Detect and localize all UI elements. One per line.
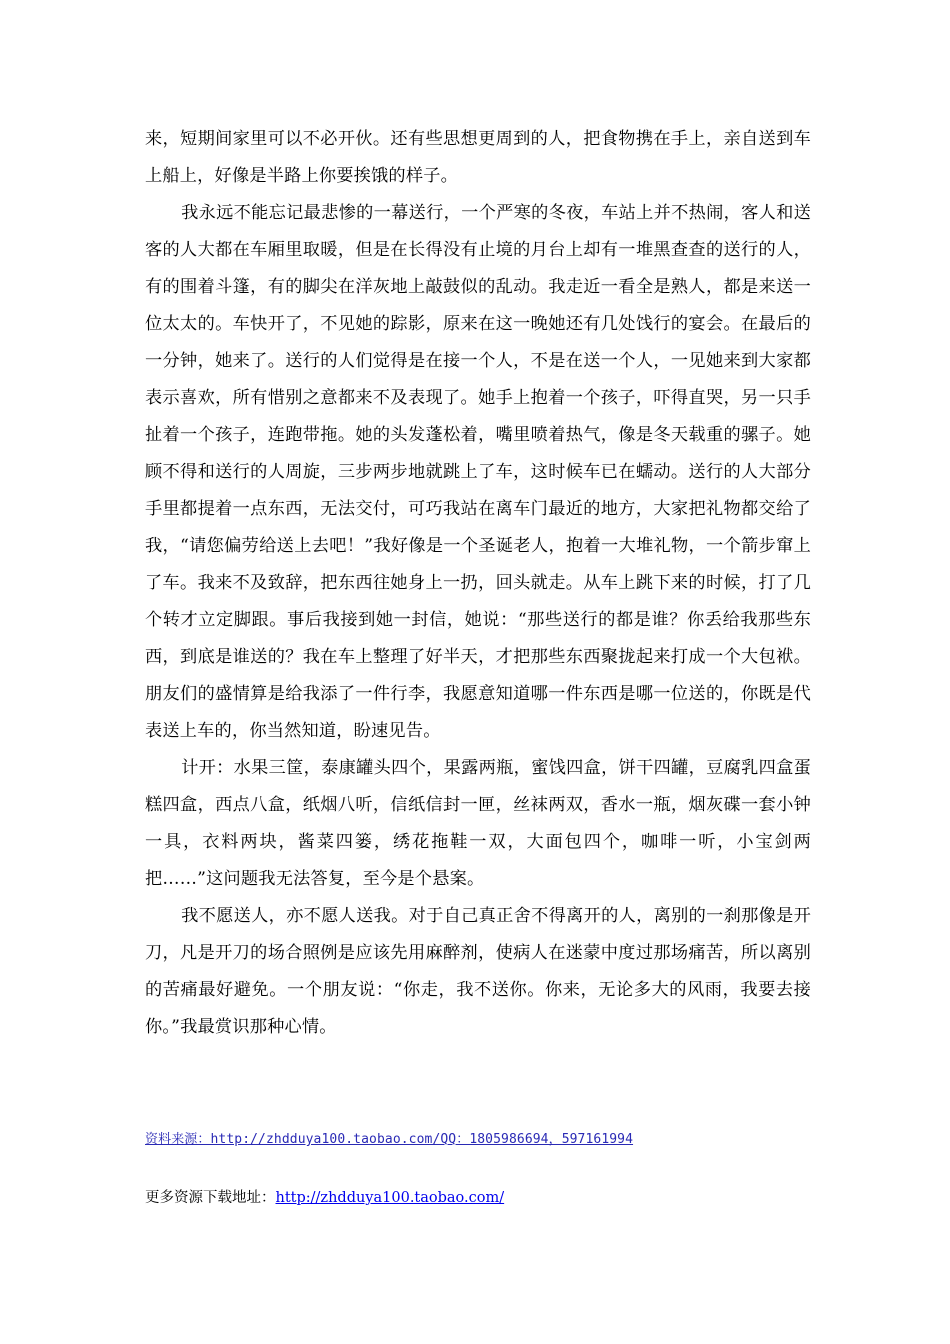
download-link[interactable]: http://zhdduya100.taobao.com/ — [275, 1190, 505, 1206]
download-line — [145, 1186, 504, 1207]
paragraph-4: 我不愿送人，亦不愿人送我。对于自己真正舍不得离开的人，离别的一刹那像是开刀，凡是开刀的场合照例是应该先用麻醉剂，使病人在迷蒙中度过那场痛苦，所以离别的苦痛最好避免。一个朋友说：“你走，我不送你。你来，无论多大的风雨，我要去接你。”我最赏识那种心情。 — [145, 906, 811, 1037]
paragraph-1: 来，短期间家里可以不必开伙。还有些思想更周到的人，把食物携在手上，亲自送到车上船上，好像是半路上你要挨饿的样子。 — [145, 129, 811, 186]
source-line — [145, 1128, 633, 1147]
document-body — [145, 121, 811, 1046]
download-label: 更多资源下载地址： — [145, 1190, 276, 1206]
paragraph-3: 计开：水果三筐，泰康罐头四个，果露两瓶，蜜饯四盒，饼干四罐，豆腐乳四盒蛋糕四盒，西点八盒，纸烟八听，信纸信封一匣，丝袜两双，香水一瓶，烟灰碟一套小钟一具，衣料两块，酱菜四篓，绣花拖鞋一双，大面包四个，咖啡一听，小宝剑两把……”这问题我无法答复，至今是个悬案。 — [145, 758, 811, 889]
paragraph-2: 我永远不能忘记最悲惨的一幕送行，一个严寒的冬夜，车站上并不热闹，客人和送客的人大都在车厢里取暖，但是在长得没有止境的月台上却有一堆黑查查的送行的人，有的围着斗篷，有的脚尖在洋灰地上敲鼓似的乱动。我走近一看全是熟人，都是来送一位太太的。车快开了，不见她的踪影，原来在这一晚她还有几处饯行的宴会。在最后的一分钟，她来了。送行的人们觉得是在接一个人，不是在送一个人，一见她来到大家都表示喜欢，所有惜别之意都来不及表现了。她手上抱着一个孩子，吓得直哭，另一只手扯着一个孩子，连跑带拖。她的头发蓬松着，嘴里喷着热气，像是冬天载重的骡子。她顾不得和送行的人周旋，三步两步地就跳上了车，这时候车已在蠕动。送行的人大部分手里都提着一点东西，无法交付，可巧我站在离车门最近的地方，大家把礼物都交给了我，“请您偏劳给送上去吧！”我好像是一个圣诞老人，抱着一大堆礼物，一个箭步窜上了车。我来不及致辞，把东西往她身上一扔，回头就走。从车上跳下来的时候，打了几个转才立定脚跟。事后我接到她一封信，她说：“那些送行的都是谁？你丢给我那些东西，到底是谁送的？我在车上整理了好半天，才把那些东西聚拢起来打成一个大包袱。朋友们的盛情算是给我添了一件行李，我愿意知道哪一件东西是哪一位送的，你既是代表送上车的，你当然知道，盼速见告。 — [145, 203, 811, 741]
source-link[interactable]: 资料来源：http://zhdduya100.taobao.com/QQ：1805986694，597161994 — [145, 1132, 634, 1147]
